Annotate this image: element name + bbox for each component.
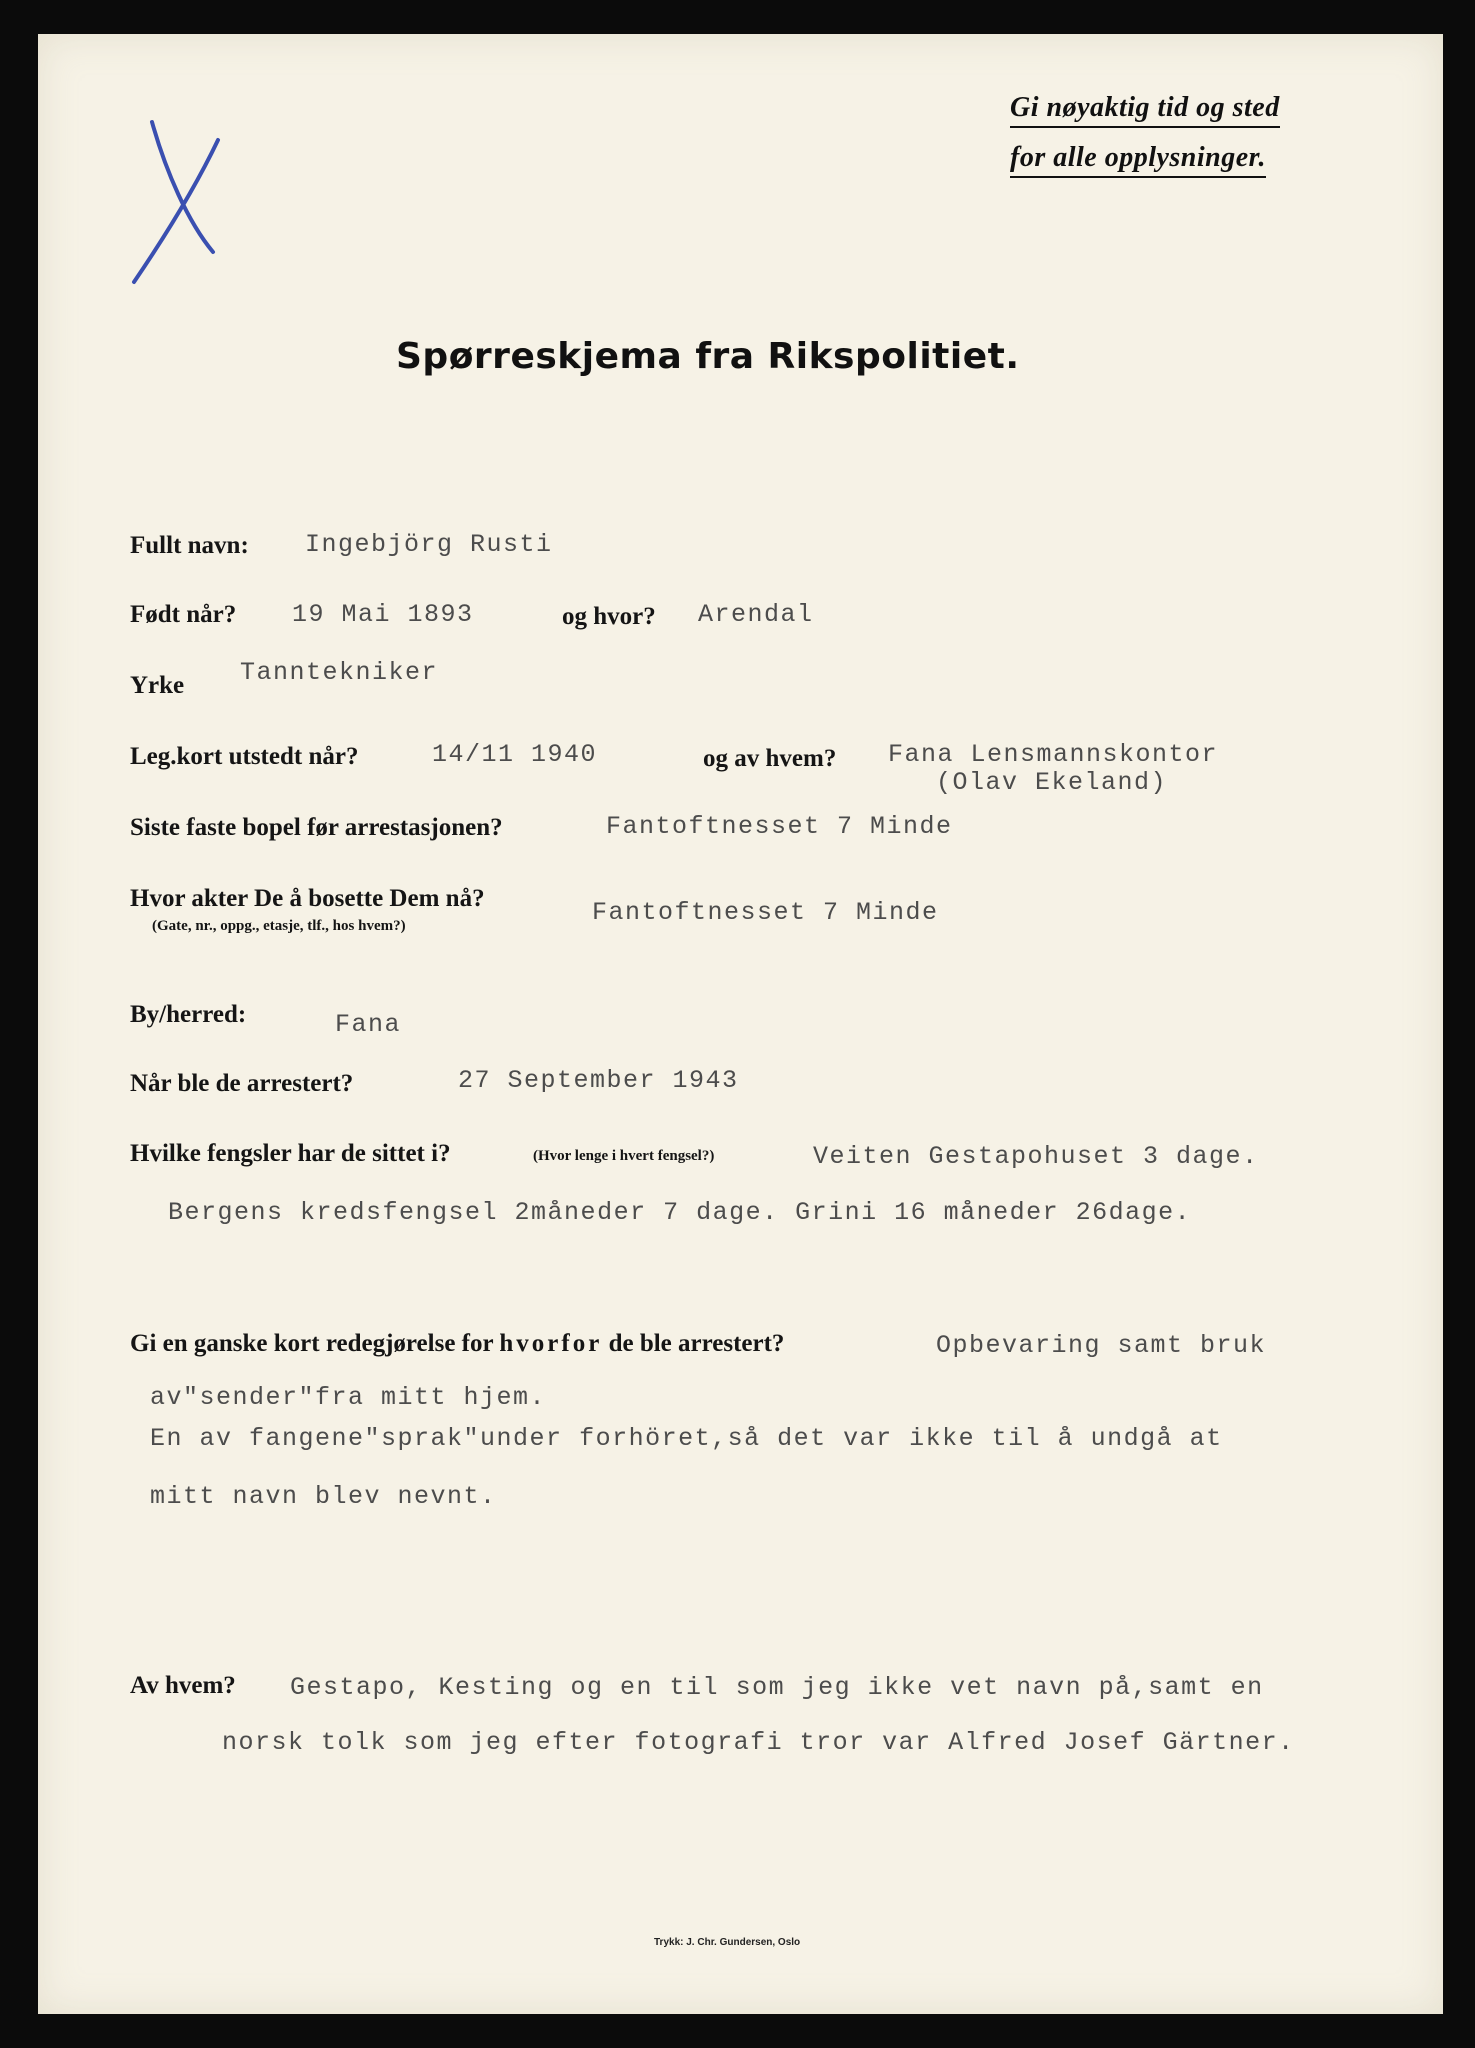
last-address-label: Siste faste bopel før arrestasjonen? xyxy=(130,814,503,841)
born-when-value: 19 Mai 1893 xyxy=(292,600,474,629)
prisons-value-2: Bergens kredsfengsel 2måneder 7 dage. Grini 16 måneder 26dage. xyxy=(168,1198,1192,1227)
reason-value-2: av"sender"fra mitt hjem. xyxy=(150,1383,547,1412)
occupation-value: Tannteknike​r xyxy=(240,658,439,687)
form-title: Spørreskjema fra Rikspolitiet. xyxy=(396,336,1020,377)
born-when-label: Født når? xyxy=(130,601,237,628)
future-address-value: Fantoftnesset 7 Minde xyxy=(592,898,939,927)
blue-pencil-cross-icon xyxy=(118,112,228,292)
born-where-value: Arendal xyxy=(698,600,814,629)
notice-line-1: Gi nøyaktig tid og sted xyxy=(1010,92,1280,128)
printer-credit: Trykk: J. Chr. Gundersen, Oslo xyxy=(654,1937,801,1948)
last-address-value: Fantoftnesset 7 Minde xyxy=(606,812,953,841)
idcard-by-value-1: Fana Lensmannskontor xyxy=(888,740,1219,769)
born-where-label: og hvor? xyxy=(562,603,656,630)
reason-label-emph: hvorfor xyxy=(499,1330,603,1357)
name-value: Ingebjörg Rusti xyxy=(305,530,553,559)
reason-label-post: de ble arrestert? xyxy=(608,1330,785,1357)
by-whom-value-1: Gestapo, Kesting og en til som jeg ikke vet navn på,samt en xyxy=(290,1673,1264,1702)
idcard-when-value: 14/11 1940 xyxy=(432,740,598,769)
prisons-hint: (Hvor lenge i hvert fengsel?) xyxy=(533,1148,715,1164)
idcard-when-label: Leg.kort utstedt når? xyxy=(130,743,359,770)
reason-label xyxy=(130,1330,784,1358)
reason-value-3: En av fangene"sprak"under forhöret,så det var ikke til å undgå at xyxy=(150,1424,1223,1453)
municipality-label: By/herred: xyxy=(130,1001,247,1028)
arrested-when-label: Når ble de arrestert? xyxy=(130,1070,354,1097)
municipality-value: Fana xyxy=(335,1010,402,1039)
occupation-label: Yrke xyxy=(130,672,185,699)
by-whom-value-2: norsk tolk som jeg efter fotografi tror var Alfred Josef Gärtner. xyxy=(222,1728,1295,1757)
idcard-by-label: og av hvem? xyxy=(703,745,837,772)
form-sheet xyxy=(38,34,1443,2014)
reason-value-1: Opbevaring samt bruk xyxy=(936,1331,1267,1360)
notice-line-2: for alle opplysninger. xyxy=(1010,142,1266,178)
by-whom-label: Av hvem? xyxy=(130,1672,236,1699)
prisons-label: Hvilke fengsler har de sittet i? xyxy=(130,1140,451,1167)
reason-label-pre: Gi en ganske kort redegjørelse for xyxy=(130,1330,494,1357)
name-label: Fullt navn: xyxy=(130,532,249,559)
future-address-hint: (Gate, nr., oppg., etasje, tlf., hos hvem?) xyxy=(152,918,406,934)
reason-value-4: mitt navn blev nevnt. xyxy=(150,1482,497,1511)
future-address-label: Hvor akter De å bosette Dem nå? xyxy=(130,885,485,912)
prisons-value-1: Veiten Gestapohuset 3 dage. xyxy=(813,1142,1259,1171)
arrested-when-value: 27 September 1943 xyxy=(458,1066,739,1095)
idcard-by-value-2: (Olav Ekeland) xyxy=(936,768,1168,797)
